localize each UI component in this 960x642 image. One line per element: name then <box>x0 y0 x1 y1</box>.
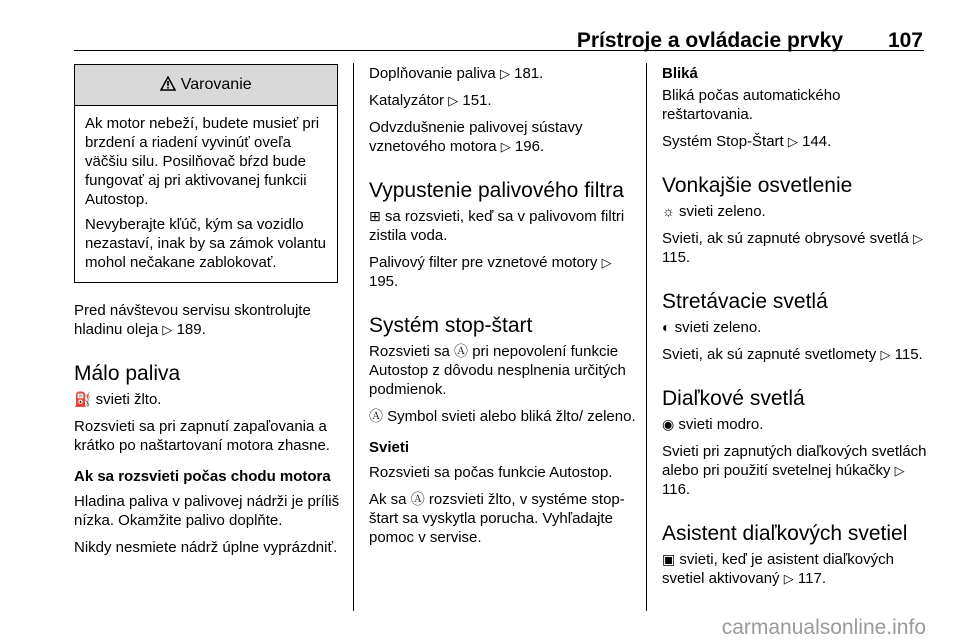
stop-start-subheading: Svieti <box>369 439 410 456</box>
dipped-beam-icon: ◐ <box>662 319 671 335</box>
stop-start-text-1: Rozsvieti sa Ⓐ pri nepovolení funkcie Autostop z dôvodu nesplnenia určitých podmienok. <box>369 343 626 398</box>
service-paragraph: Pred návštevou servisu skontrolujte hladinu oleja ▷ 189. <box>74 302 311 338</box>
low-fuel-status: ⛽ svieti žlto. <box>74 391 162 408</box>
warning-title: Varovanie <box>180 76 252 93</box>
column-1 <box>74 64 342 565</box>
section-heading-fuel-filter: Vypustenie palivového filtra <box>369 179 624 202</box>
low-fuel-text-2: Hladina paliva v palivovej nádrži je príliš nízka. Okamžite palivo doplňte. <box>74 493 340 529</box>
stop-start-text-2: Ⓐ Symbol svieti alebo bliká žlto/ zeleno. <box>369 408 636 425</box>
warning-text-1: Ak motor nebeží, budete musieť pri brzdení a riadení vyvinúť oveľa väčšiu silu. Posilňovač bŕzd bude fungovať aj pri aktivovanej funkcii Autostop. <box>85 115 320 208</box>
page-header-title: Prístroje a ovládacie prvky <box>576 29 843 52</box>
autostop-a-icon: Ⓐ <box>369 408 383 424</box>
warning-triangle-icon <box>160 76 180 93</box>
low-fuel-text: Rozsvieti sa pri zapnutí zapaľovania a krátko po naštartovaní motora zhasne. <box>74 418 330 454</box>
column-3 <box>662 64 928 596</box>
dipped-beam-text: Svieti, ak sú zapnuté svetlomety ▷ 115. <box>662 346 923 363</box>
autostop-a-icon: Ⓐ <box>410 491 425 507</box>
page-ref-arrow-icon: ▷ <box>894 463 905 478</box>
page-ref-arrow-icon: ▷ <box>162 322 173 337</box>
ref-catalyst: Katalyzátor ▷ 151. <box>369 92 492 109</box>
fuel-filter-status: ⊞ sa rozsvieti, keď sa v palivovom filtri zistila voda. <box>369 208 625 244</box>
dipped-beam-status: ◐ svieti zeleno. <box>662 319 762 336</box>
page-ref-arrow-icon: ▷ <box>912 231 923 246</box>
blink-subheading: Bliká <box>662 65 698 82</box>
high-beam-icon: ◉ <box>662 416 675 432</box>
low-fuel-subheading: Ak sa rozsvieti počas chodu motora <box>74 468 331 485</box>
fuel-filter-ref: Palivový filter pre vznetové motory ▷ 195. <box>369 254 612 290</box>
side-lights-icon: ☼ <box>662 203 675 219</box>
section-heading-low-fuel: Málo paliva <box>74 362 181 385</box>
stop-start-text-3: Rozsvieti sa počas funkcie Autostop. <box>369 464 613 481</box>
page-ref-arrow-icon: ▷ <box>880 347 891 362</box>
high-beam-status: ◉ svieti modro. <box>662 416 764 433</box>
section-heading-exterior-lights: Vonkajšie osvetlenie <box>662 174 853 197</box>
blink-ref: Systém Stop-Štart ▷ 144. <box>662 133 832 150</box>
warning-box <box>74 64 338 283</box>
page-ref-arrow-icon: ▷ <box>783 571 794 586</box>
section-heading-dipped-beam: Stretávacie svetlá <box>662 290 828 313</box>
fuel-pump-icon: ⛽ <box>74 391 92 407</box>
blink-text: Bliká počas automatického reštartovania. <box>662 87 841 123</box>
warning-header <box>75 65 337 106</box>
page-ref-arrow-icon: ▷ <box>500 139 511 154</box>
column-2 <box>369 64 637 555</box>
warning-text-2: Nevyberajte kľúč, kým sa vozidlo nezastaví, inak by sa zámok volantu mohol nečakane zablokovať. <box>85 216 326 271</box>
exterior-lights-text: Svieti, ak sú zapnuté obrysové svetlá ▷ 115. <box>662 230 923 266</box>
low-fuel-text-3: Nikdy nesmiete nádrž úplne vyprázdniť. <box>74 539 338 556</box>
fuel-filter-icon: ⊞ <box>369 208 381 224</box>
high-beam-assist-icon: ▣ <box>662 551 676 567</box>
section-heading-stop-start: Systém stop-štart <box>369 314 533 337</box>
stop-start-icon: Ⓐ <box>454 343 469 359</box>
ref-bleeding: Odvzdušnenie palivovej sústavy vznetového motora ▷ 196. <box>369 119 583 155</box>
stop-start-text-4: Ak sa Ⓐ rozsvieti žlto, v systéme stop-štart sa vyskytla porucha. Vyhľadajte pomoc v servise. <box>369 491 625 546</box>
section-heading-high-beam-assist: Asistent diaľkových svetiel <box>662 522 908 545</box>
high-beam-text: Svieti pri zapnutých diaľkových svetlách alebo pri použití svetelnej húkačky ▷ 116. <box>662 443 927 498</box>
exterior-lights-status: ☼ svieti zeleno. <box>662 203 766 220</box>
high-beam-assist-text: ▣ svieti, keď je asistent diaľkových svetiel aktivovaný ▷ 117. <box>662 551 894 587</box>
page-ref-arrow-icon: ▷ <box>787 134 798 149</box>
page-ref[interactable]: 189. <box>176 321 206 338</box>
ref-refuelling: Doplňovanie paliva ▷ 181. <box>369 65 544 82</box>
section-heading-high-beam: Diaľkové svetlá <box>662 387 805 410</box>
column-divider-2 <box>646 63 647 611</box>
watermark: carmanualsonline.info <box>721 616 926 639</box>
page-number: 107 <box>887 29 923 52</box>
page-ref-arrow-icon: ▷ <box>601 255 612 270</box>
page-ref-arrow-icon: ▷ <box>448 93 459 108</box>
header-rule <box>74 50 924 51</box>
column-divider-1 <box>353 63 354 611</box>
page-ref-arrow-icon: ▷ <box>499 66 510 81</box>
